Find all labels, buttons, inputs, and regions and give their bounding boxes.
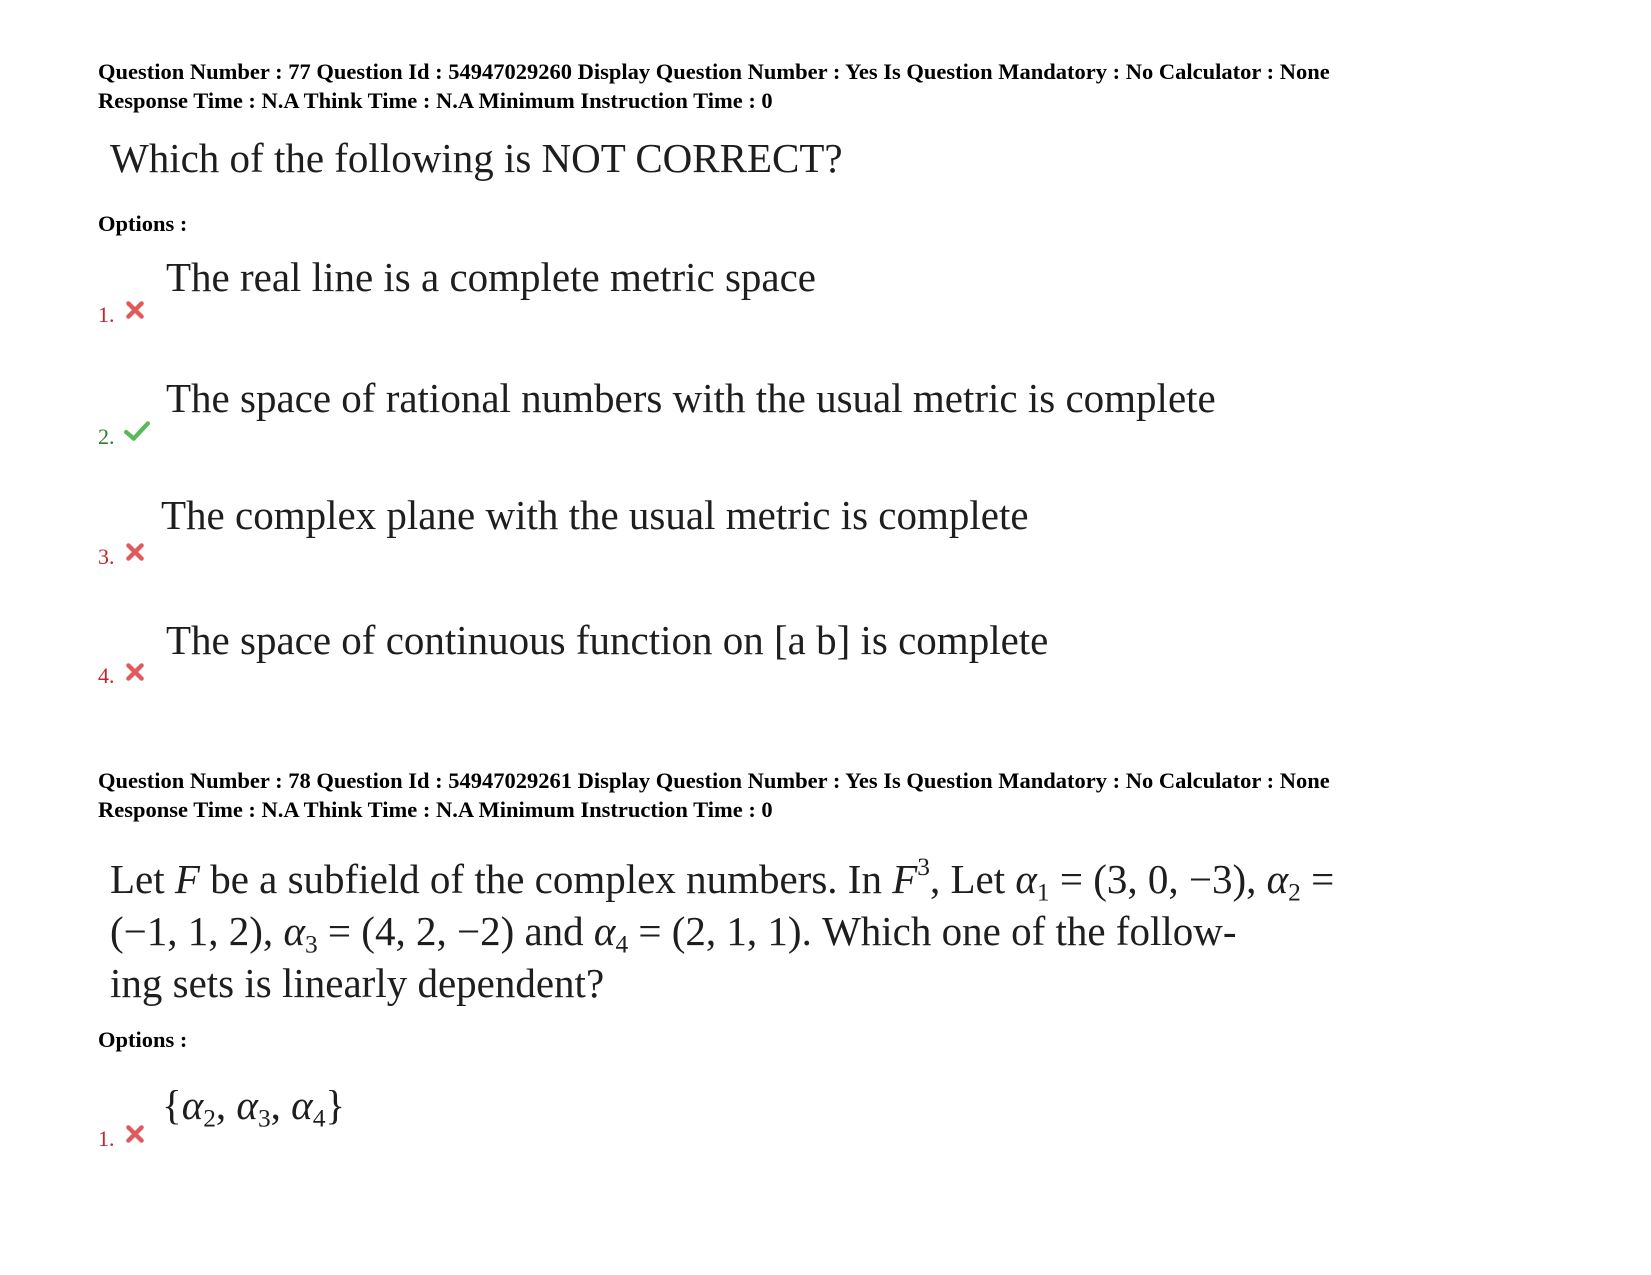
q77-option-3-number: 3.	[98, 544, 115, 569]
q77-option-3-text: The complex plane with the usual metric is complete	[161, 492, 1029, 538]
q77-option-4-number: 4.	[98, 663, 115, 688]
q77-option-4-text: The space of continuous function on [a b] is complete	[166, 617, 1049, 663]
q77-question-text: Which of the following is NOT CORRECT?	[110, 135, 843, 181]
q78-meta-line2: Response Time : N.A Think Time : N.A Minimum Instruction Time : 0	[98, 797, 773, 822]
cross-icon	[124, 299, 146, 321]
check-icon	[124, 420, 150, 442]
q78-option-1-text: {$\alpha_2$, $\alpha_3$, $\alpha_4$}	[162, 1082, 346, 1133]
q77-meta-line2: Response Time : N.A Think Time : N.A Minimum Instruction Time : 0	[98, 88, 773, 113]
q77-option-2-text: The space of rational numbers with the usual metric is complete	[166, 375, 1216, 421]
q77-option-1-number: 1.	[98, 302, 115, 327]
q78-question-text	[110, 853, 1334, 1009]
q78-options-label: Options :	[98, 1027, 188, 1052]
q77-meta-line1: Question Number : 77 Question Id : 54947029260 Display Question Number : Yes Is Question Mandatory : No Calculator : None	[98, 59, 1330, 84]
q77-options-label: Options :	[98, 211, 188, 236]
q78-question-line3: ing sets is linearly dependent?	[110, 960, 605, 1006]
q78-option-1-number: 1.	[98, 1126, 115, 1151]
cross-icon	[124, 1123, 146, 1145]
q77-option-2-number: 2.	[98, 424, 115, 449]
q77-option-1-text: The real line is a complete metric space	[166, 254, 816, 300]
q77-meta	[98, 57, 1330, 115]
cross-icon	[124, 661, 146, 683]
q78-question-line1: Let F be a subfield of the complex numbers. In $F^3$, Let $\alpha_1 = (3$, 0, −3), $\alpha_2$ =	[110, 853, 1335, 907]
q78-meta	[98, 766, 1330, 824]
cross-icon	[124, 541, 146, 563]
q78-question-line2: (−1, 1, 2), $\alpha_3 = (4$, 2, −2) and $\alpha_4 = (2$, 1, 1). Which one of the follow-	[110, 908, 1237, 959]
q78-meta-line1: Question Number : 78 Question Id : 54947029261 Display Question Number : Yes Is Question Mandatory : No Calculator : None	[98, 768, 1330, 793]
